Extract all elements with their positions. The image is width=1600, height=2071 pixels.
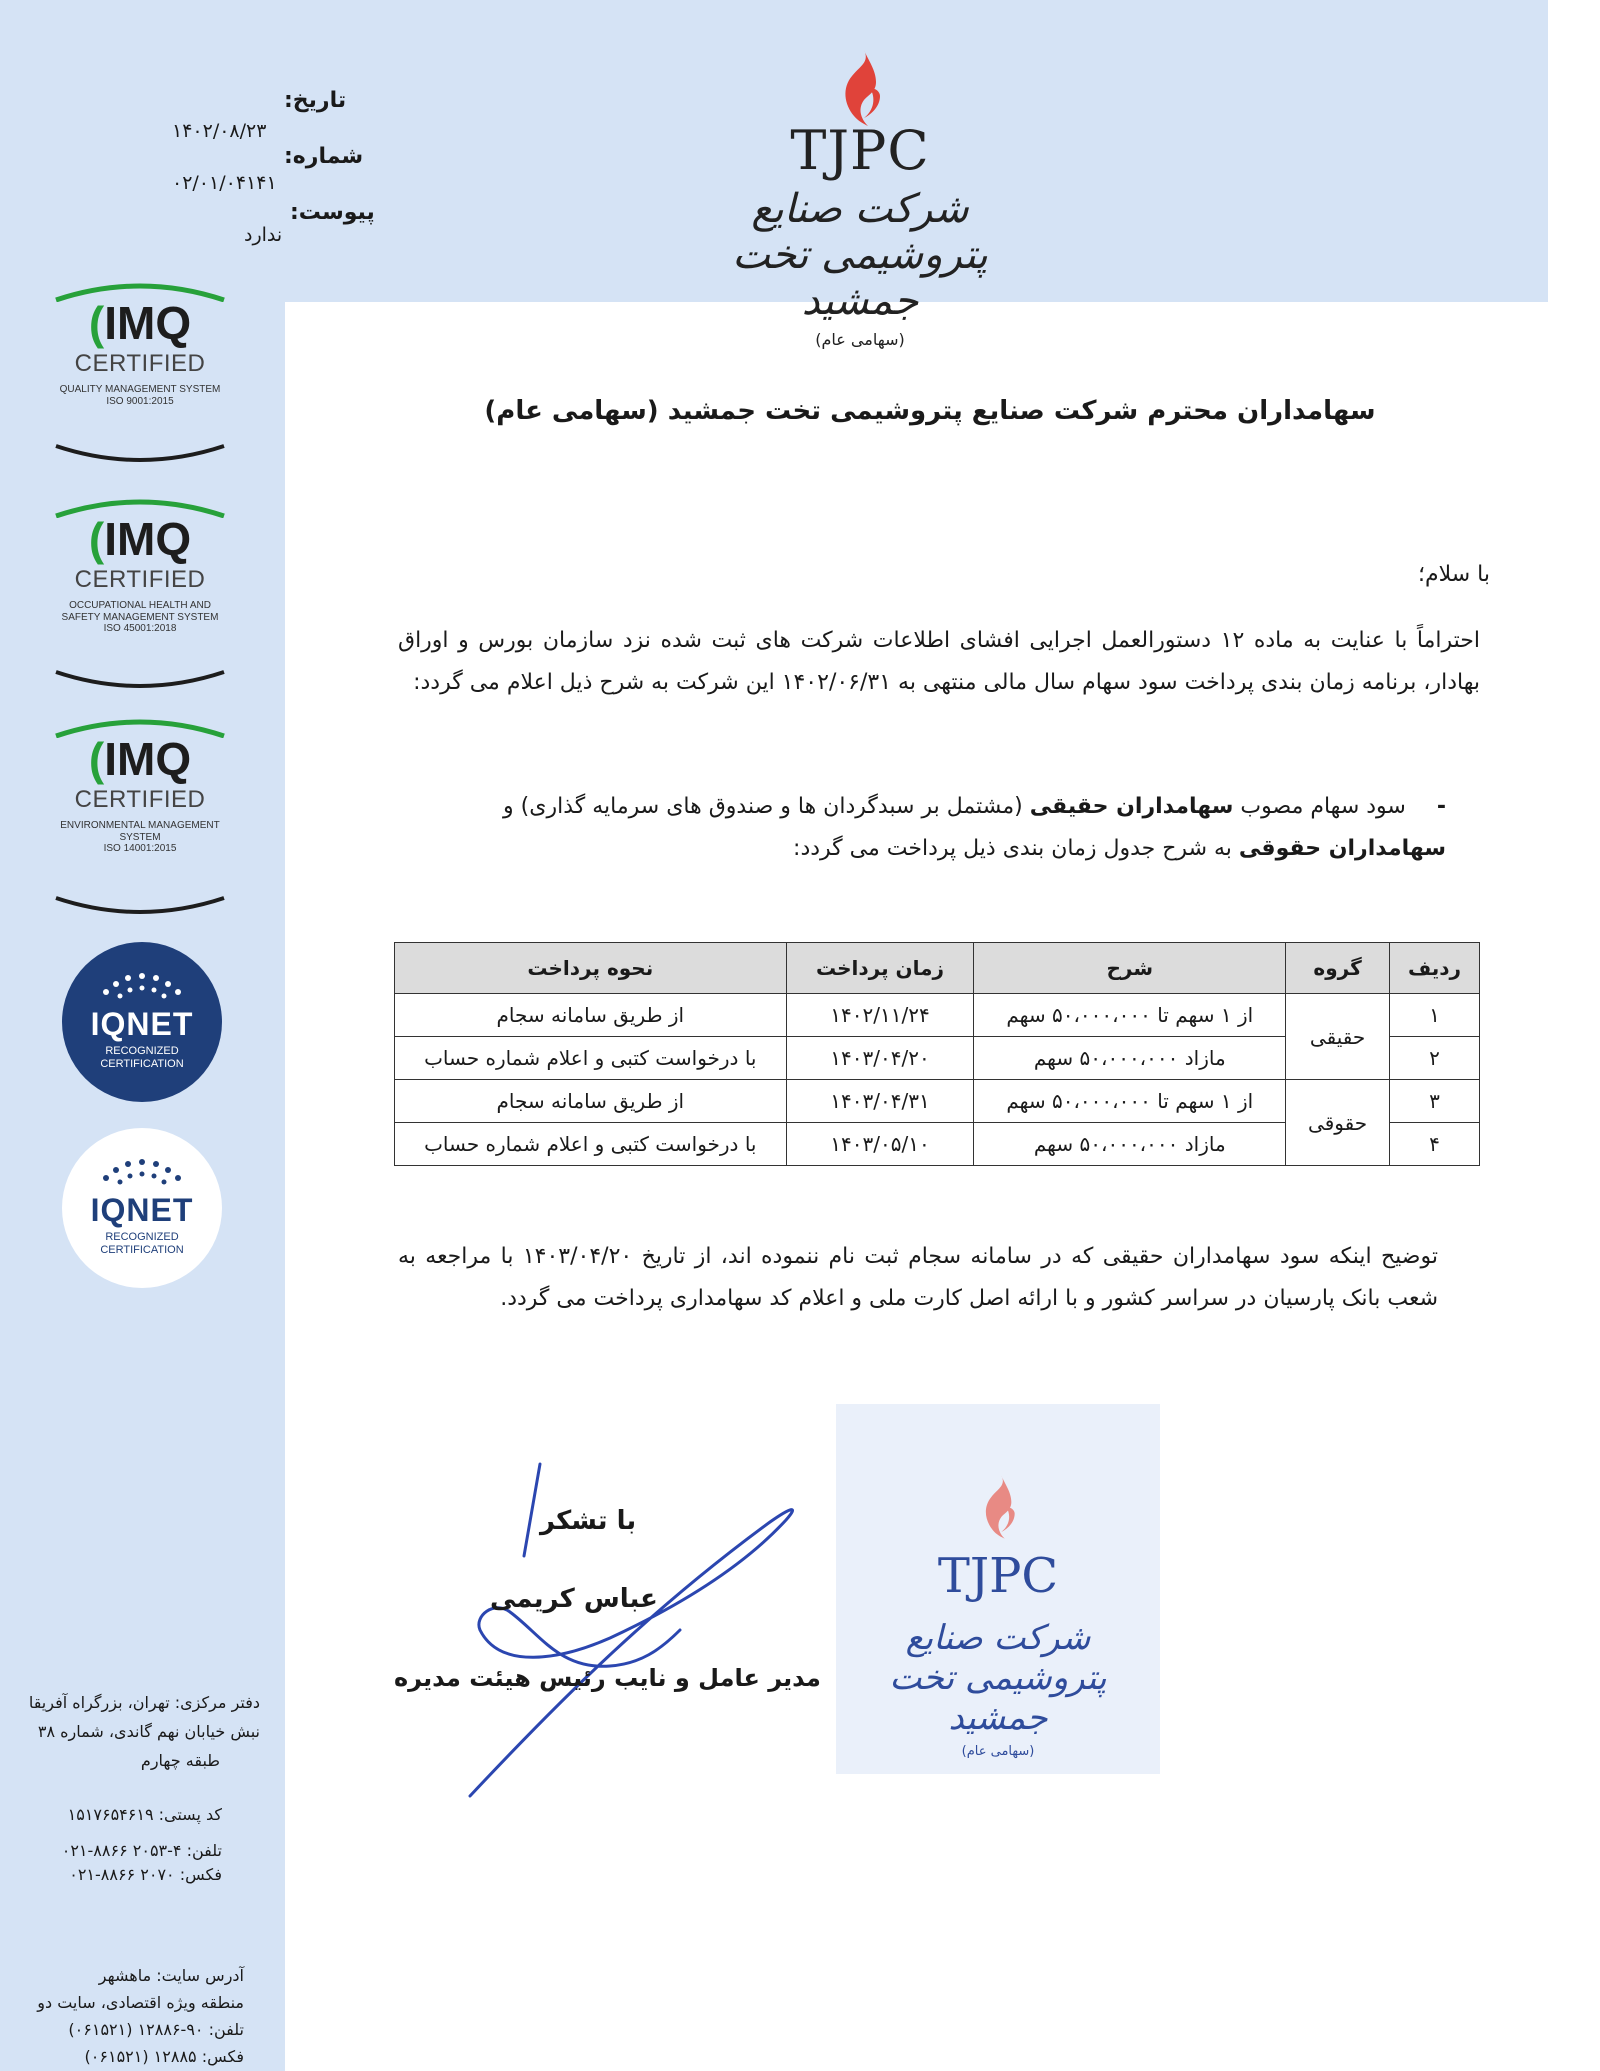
office-line-1: دفتر مرکزی: تهران، بزرگراه آفریقا <box>28 1693 260 1712</box>
office-fax: فکس: ۲۰۷۰ ۸۸۶۶-۰۲۱ <box>69 1865 222 1884</box>
cert-standard: ISO 9001:2015 <box>106 395 174 407</box>
cell-payment-time: ۱۴۰۳/۰۴/۳۱ <box>786 1080 974 1123</box>
iqnet-name: IQNET <box>90 1006 194 1042</box>
office-contact <box>0 1800 222 1887</box>
iqnet-line2: CERTIFICATION <box>100 1243 184 1256</box>
site-fax: فکس: ۱۲۸۸۵ (۰۶۱۵۲۱) <box>84 2047 244 2066</box>
site-line-2: منطقه ویژه اقتصادی، سایت دو <box>37 1993 244 2012</box>
arc-icon <box>50 670 230 694</box>
iqnet-line1: RECOGNIZED <box>105 1045 179 1057</box>
dots-icon <box>62 956 222 1016</box>
attachment-value: ندارد <box>244 224 283 246</box>
number-value: ۰۲/۰۱/۰۴۱۴۱ <box>172 172 277 194</box>
dots-icon <box>62 1142 222 1202</box>
bullet-bold-legal: سهامداران حقوقی <box>1238 836 1446 861</box>
cell-payment-time: ۱۴۰۲/۱۱/۲۴ <box>786 994 974 1037</box>
cell-row-number: ۴ <box>1390 1123 1480 1166</box>
flame-icon <box>973 1470 1023 1544</box>
cell-description: مازاد ۵۰،۰۰۰،۰۰۰ سهم <box>974 1123 1286 1166</box>
postal-code: کد پستی: ۱۵۱۷۶۵۴۶۱۹ <box>67 1805 222 1824</box>
iqnet-badge-light <box>62 1128 222 1288</box>
header-group: گروه <box>1286 943 1390 994</box>
letter-title: سهامداران محترم شرکت صنایع پتروشیمی تخت جمشید (سهامی عام) <box>484 396 1376 426</box>
cell-row-number: ۱ <box>1390 994 1480 1037</box>
logo-company-type: (سهامی عام) <box>815 330 905 349</box>
office-line-2: نبش خیابان نهم گاندی، شماره ۳۸ <box>37 1722 260 1741</box>
office-line-3: طبقه چهارم <box>140 1751 220 1770</box>
company-logo <box>680 48 1040 349</box>
cell-payment-method: از طریق سامانه سجام <box>395 994 787 1037</box>
imq-logo: (IMQ <box>88 297 192 349</box>
site-address <box>0 1962 244 2070</box>
thanks-text: با تشکر <box>540 1506 637 1536</box>
signer-position: مدیر عامل و نایب رئیس هیئت مدیره <box>394 1664 821 1692</box>
table-row <box>395 994 1480 1037</box>
imq-badge-safety <box>50 494 230 694</box>
stamp-company-type: (سهامی عام) <box>961 1744 1035 1759</box>
certified-label: CERTIFIED <box>74 786 206 813</box>
flame-icon <box>830 48 890 128</box>
table-row <box>395 1080 1480 1123</box>
attachment-label: پیوست: <box>290 200 375 225</box>
imq-badge-environment <box>50 714 230 920</box>
imq-badge-quality <box>50 278 230 468</box>
imq-logo: (IMQ <box>88 513 192 565</box>
iqnet-line2: CERTIFICATION <box>100 1057 184 1070</box>
cell-group-legal: حقوقی <box>1286 1080 1390 1166</box>
header-payment-time: زمان پرداخت <box>786 943 974 994</box>
bullet-text-e: به شرح جدول زمان بندی ذیل پرداخت می گردد: <box>793 836 1239 861</box>
iqnet-badge-dark <box>62 942 222 1102</box>
cell-payment-time: ۱۴۰۳/۰۵/۱۰ <box>786 1123 974 1166</box>
stamp-company-name: شرکت صنایع پتروشیمی تخت جمشید <box>889 1618 1107 1738</box>
bullet-bold-real: سهامداران حقیقی <box>1029 794 1234 819</box>
date-label: تاریخ: <box>284 88 347 113</box>
date-value: ۱۴۰۲/۰۸/۲۳ <box>172 120 267 142</box>
stamp-brand: TJPC <box>937 1548 1059 1604</box>
arc-icon <box>50 896 230 920</box>
company-stamp <box>836 1404 1160 1774</box>
cell-payment-method: با درخواست کتبی و اعلام شماره حساب <box>395 1123 787 1166</box>
bullet-dash: - <box>1436 794 1446 819</box>
certified-label: CERTIFIED <box>74 350 206 377</box>
cell-description: مازاد ۵۰،۰۰۰،۰۰۰ سهم <box>974 1037 1286 1080</box>
arc-icon <box>50 444 230 468</box>
imq-logo: (IMQ <box>88 733 192 785</box>
certified-label: CERTIFIED <box>74 566 206 593</box>
header-row-number: ردیف <box>1390 943 1480 994</box>
iqnet-line1: RECOGNIZED <box>105 1231 179 1243</box>
cert-standard: ISO 45001:2018 <box>103 623 177 634</box>
bullet-text-a: سود سهام مصوب <box>1233 794 1406 819</box>
cell-row-number: ۳ <box>1390 1080 1480 1123</box>
office-phone: تلفن: ۴-۲۰۵۳ ۸۸۶۶-۰۲۱ <box>61 1841 222 1860</box>
cert-standard: ISO 14001:2015 <box>103 843 177 854</box>
number-label: شماره: <box>284 144 364 169</box>
cert-system: ENVIRONMENTAL MANAGEMENT SYSTEM <box>60 820 220 843</box>
cell-description: از ۱ سهم تا ۵۰،۰۰۰،۰۰۰ سهم <box>974 1080 1286 1123</box>
paragraph-note: توضیح اینکه سود سهامداران حقیقی که در سامانه سجام ثبت نام ننموده اند، از تاریخ ۱۴۰۳/۰۴/۲۰ با مراجعه به شعب بانک پارسیان در سراسر کشور و با ارائه اصل کارت ملی و اعلام کد سهامداری پرداخت می گردد. <box>398 1244 1438 1311</box>
arc-icon <box>50 714 230 738</box>
site-line-1: آدرس سایت: ماهشهر <box>98 1966 244 1985</box>
iqnet-name: IQNET <box>90 1192 194 1228</box>
cell-row-number: ۲ <box>1390 1037 1480 1080</box>
office-address <box>0 1688 260 1775</box>
header-description: شرح <box>974 943 1286 994</box>
cell-payment-time: ۱۴۰۳/۰۴/۲۰ <box>786 1037 974 1080</box>
logo-company-name: شرکت صنایع پتروشیمی تخت جمشید <box>732 186 988 324</box>
cell-payment-method: با درخواست کتبی و اعلام شماره حساب <box>395 1037 787 1080</box>
cert-system: OCCUPATIONAL HEALTH AND SAFETY MANAGEMENT SYSTEM <box>61 600 219 623</box>
header-payment-method: نحوه پرداخت <box>395 943 787 994</box>
paragraph-intro: احتراماً با عنایت به ماده ۱۲ دستورالعمل اجرایی افشای اطلاعات شرکت های ثبت شده نزد سازمان بورس و اوراق بهادار، برنامه زمان بندی پرداخت سود سهام سال مالی منتهی به ۱۴۰۲/۰۶/۳۱ این شرکت به شرح ذیل اعلام می گردد: <box>398 628 1480 695</box>
cell-description: از ۱ سهم تا ۵۰،۰۰۰،۰۰۰ سهم <box>974 994 1286 1037</box>
arc-icon <box>50 494 230 518</box>
table-header-row <box>395 943 1480 994</box>
site-phone: تلفن: ۹۰-۱۲۸۸۶ (۰۶۱۵۲۱) <box>68 2020 244 2039</box>
bullet-text-c: (مشتمل بر سبدگردان ها و صندوق های سرمایه گذاری) و <box>503 794 1030 819</box>
cell-group-real: حقیقی <box>1286 994 1390 1080</box>
payment-schedule-table <box>394 942 1480 1166</box>
arc-icon <box>50 278 230 302</box>
bullet-paragraph <box>398 786 1446 870</box>
logo-brand: TJPC <box>790 119 930 182</box>
signer-name: عباس کریمی <box>490 1584 658 1614</box>
greeting: با سلام؛ <box>1418 562 1490 587</box>
cert-system: QUALITY MANAGEMENT SYSTEM <box>59 384 221 395</box>
cell-payment-method: از طریق سامانه سجام <box>395 1080 787 1123</box>
